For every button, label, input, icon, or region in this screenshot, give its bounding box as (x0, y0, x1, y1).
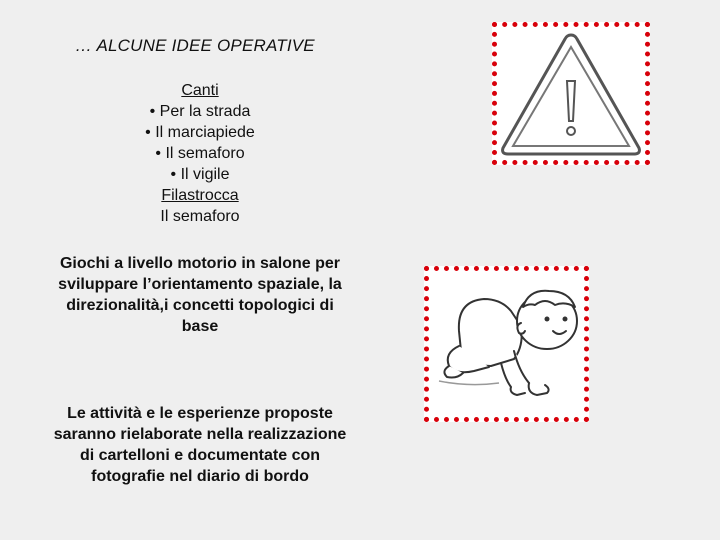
page-title: … ALCUNE IDEE OPERATIVE (75, 36, 315, 55)
games-line: sviluppare l’orientamento spaziale, la (58, 276, 342, 293)
rhyme-heading: Filastrocca (161, 187, 239, 204)
list-item: • Il vigile (170, 166, 230, 183)
songs-block (20, 80, 380, 227)
summary-paragraph (20, 403, 380, 487)
games-line: direzionalità,i concetti topologici di (66, 297, 334, 314)
list-item: • Per la strada (149, 103, 251, 120)
games-line: Giochi a livello motorio in salone per (59, 255, 341, 272)
summary-line: Le attività e le esperienze proposte (67, 405, 333, 422)
list-item: • Il marciapiede (145, 124, 255, 141)
crawling-child-frame (424, 266, 589, 422)
games-paragraph (20, 253, 380, 337)
summary-line: saranno rielaborate nella realizzazione (53, 426, 347, 443)
rhyme-title: Il semaforo (160, 208, 240, 225)
list-item: • Il semaforo (155, 145, 245, 162)
songs-heading: Canti (181, 82, 219, 99)
warning-triangle-icon (497, 27, 645, 160)
games-line: base (181, 318, 219, 335)
summary-line: fotografie nel diario di bordo (91, 468, 309, 485)
summary-line: di cartelloni e documentate con (79, 447, 321, 464)
crawling-child-illustration (429, 271, 584, 417)
warning-sign-frame (492, 22, 650, 165)
